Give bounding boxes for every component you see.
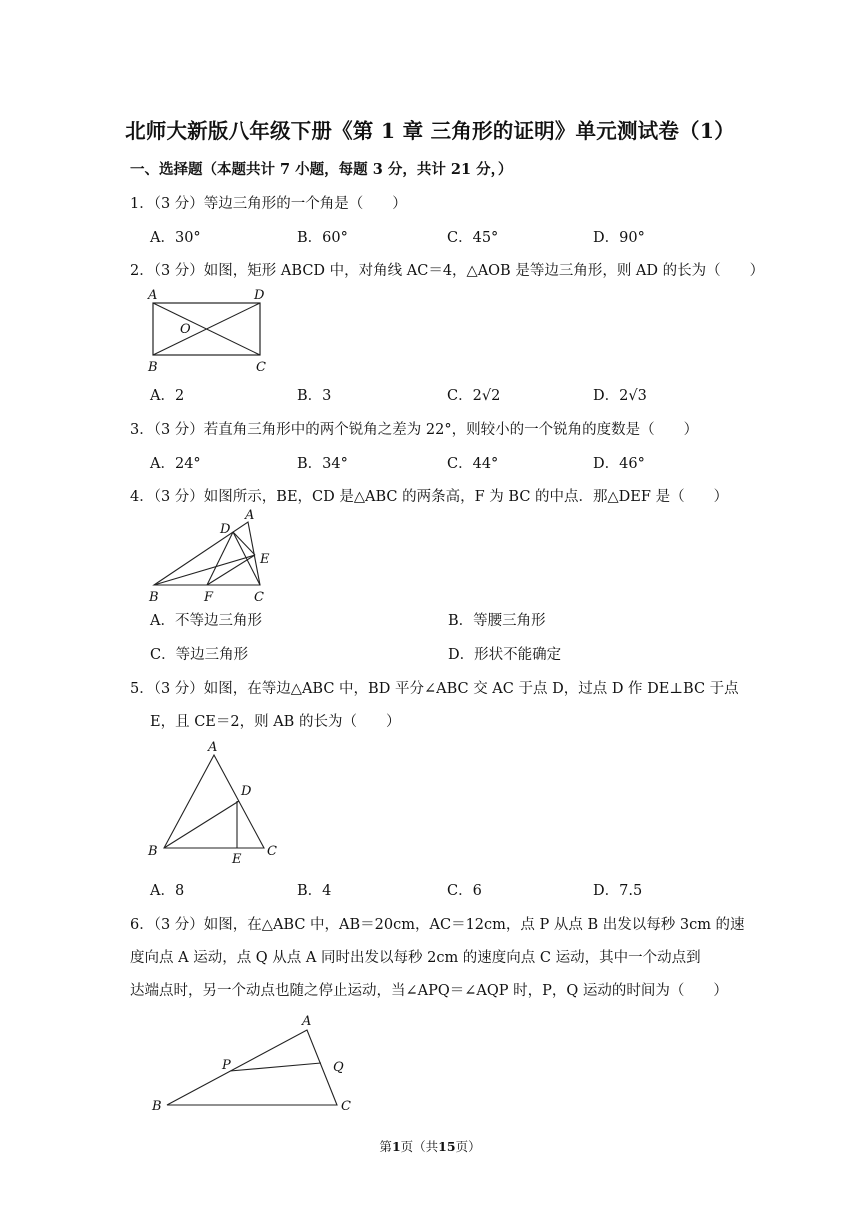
label-d: D <box>241 784 252 799</box>
label-b: B <box>152 1099 162 1114</box>
q4-option-c: C．等边三角形 <box>150 647 249 663</box>
q5-option-a: A．8 <box>150 883 185 899</box>
question-6-line-3: 达端点时，另一个动点也随之停止运动，当∠APQ＝∠AQP 时，P，Q 运动的时间为（ ） <box>130 983 728 999</box>
equilateral-triangle-figure <box>140 735 290 867</box>
q3-option-b: B．34° <box>297 456 348 472</box>
section-heading: 一、选择题（本题共计 7 小题，每题 3 分，共计 21 分，） <box>130 161 513 178</box>
q4-option-d: D．形状不能确定 <box>448 647 562 663</box>
question-6-line-2: 度向点 A 运动，点 Q 从点 A 同时出发以每秒 2cm 的速度向点 C 运动，其中一个动点到 <box>130 950 701 966</box>
rectangle-figure <box>140 285 280 375</box>
label-d: D <box>220 522 231 537</box>
label-a: A <box>302 1014 312 1029</box>
q3-option-c: C．44° <box>447 456 499 472</box>
label-o: O <box>180 322 191 337</box>
moving-points-figure <box>140 1008 370 1118</box>
label-c: C <box>267 844 277 859</box>
label-c: C <box>254 590 264 605</box>
q1-option-a: A．30° <box>150 230 201 246</box>
label-p: P <box>222 1058 231 1073</box>
page-title: 北师大新版八年级下册《第 1 章 三角形的证明》单元测试卷（1） <box>125 119 735 143</box>
label-e: E <box>232 852 242 867</box>
q1-option-c: C．45° <box>447 230 499 246</box>
q1-option-b: B．60° <box>297 230 348 246</box>
question-2: 2．（3 分）如图，矩形 ABCD 中，对角线 AC＝4，△AOB 是等边三角形，则 AD 的长为（ ） <box>130 263 765 279</box>
q3-option-d: D．46° <box>593 456 645 472</box>
question-6-line-1: 6．（3 分）如图，在△ABC 中，AB＝20cm，AC＝12cm，点 P 从点 B 出发以每秒 3cm 的速 <box>130 917 745 933</box>
label-a: A <box>245 508 255 523</box>
question-3: 3．（3 分）若直角三角形中的两个锐角之差为 22°，则较小的一个锐角的度数是（ ） <box>130 422 699 438</box>
label-a: A <box>148 288 158 303</box>
label-f: F <box>204 590 214 605</box>
question-5-line-1: 5．（3 分）如图，在等边△ABC 中，BD 平分∠ABC 交 AC 于点 D，过点 D 作 DE⊥BC 于点 <box>130 681 739 697</box>
current-page: 1 <box>391 1139 401 1154</box>
total-pages: 15 <box>438 1139 456 1154</box>
q2-option-a: A．2 <box>150 388 185 404</box>
triangle-heights-figure <box>140 505 280 605</box>
label-d: D <box>254 288 265 303</box>
q2-option-d: D．2√3 <box>593 388 647 404</box>
page-footer: 第1页（共15页） <box>379 1139 481 1154</box>
q5-option-b: B．4 <box>297 883 332 899</box>
q5-option-d: D．7.5 <box>593 883 643 899</box>
label-c: C <box>256 360 266 375</box>
label-b: B <box>148 844 158 859</box>
label-a: A <box>208 740 218 755</box>
sqrt-icon: √ <box>628 388 638 404</box>
q4-option-a: A．不等边三角形 <box>150 613 262 629</box>
question-1: 1．（3 分）等边三角形的一个角是（ ） <box>130 196 407 212</box>
q2-option-c: C．2√2 <box>447 388 501 404</box>
question-4: 4．（3 分）如图所示，BE，CD 是△ABC 的两条高，F 为 BC 的中点．那△DEF 是（ ） <box>130 489 729 505</box>
q3-option-a: A．24° <box>150 456 201 472</box>
q4-option-b: B．等腰三角形 <box>448 613 546 629</box>
label-q: Q <box>333 1060 344 1075</box>
label-c: C <box>341 1099 351 1114</box>
question-5-line-2: E，且 CE＝2，则 AB 的长为（ ） <box>150 714 401 730</box>
sqrt-icon: √ <box>481 388 492 404</box>
q5-option-c: C．6 <box>447 883 482 899</box>
label-b: B <box>148 360 158 375</box>
q2-option-b: B．3 <box>297 388 332 404</box>
q1-option-d: D．90° <box>593 230 645 246</box>
label-b: B <box>149 590 159 605</box>
label-e: E <box>260 552 270 567</box>
